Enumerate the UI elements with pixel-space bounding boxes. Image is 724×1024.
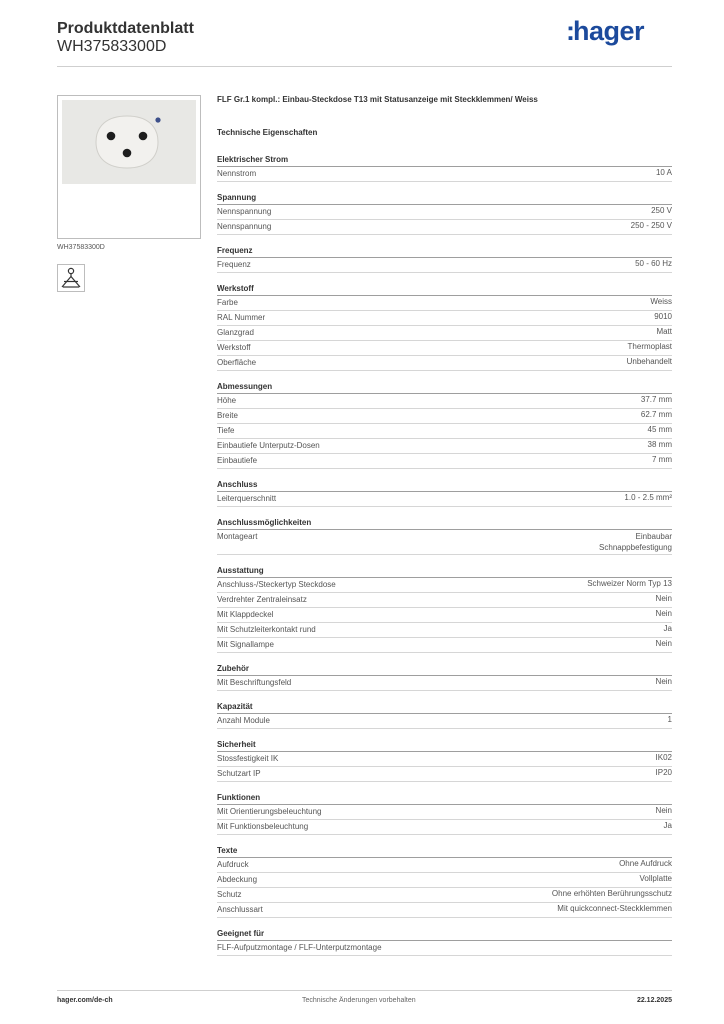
spec-value-line: 50 - 60 Hz xyxy=(635,259,672,268)
spec-value-line: 250 - 250 V xyxy=(630,221,672,230)
spec-section xyxy=(217,283,672,371)
spec-value xyxy=(654,311,672,325)
spec-label: Anschluss-/Steckertyp Steckdose xyxy=(217,580,336,589)
spec-label: Höhe xyxy=(217,396,237,405)
spec-label: Leiterquerschnitt xyxy=(217,494,277,503)
spec-row xyxy=(217,394,672,409)
spec-label: RAL Nummer xyxy=(217,313,266,322)
footer-date: 22.12.2025 xyxy=(636,997,672,1004)
spec-row xyxy=(217,296,672,311)
spec-section xyxy=(217,663,672,691)
spec-label: Mit Beschriftungsfeld xyxy=(217,678,292,687)
spec-section xyxy=(217,479,672,507)
section-title: Spannung xyxy=(217,192,672,205)
spec-row xyxy=(217,492,672,507)
spec-value-line: Nein xyxy=(655,806,672,815)
spec-value xyxy=(650,296,672,310)
spec-value-line: Einbaubar xyxy=(635,532,672,541)
spec-value-line: Ohne erhöhten Berührungsschutz xyxy=(551,889,672,898)
product-image xyxy=(57,95,201,239)
spec-row xyxy=(217,714,672,729)
spec-label: Werkstoff xyxy=(217,343,251,352)
spec-label: Aufdruck xyxy=(217,860,249,869)
spec-row xyxy=(217,530,672,555)
spec-value-line: 1.0 - 2.5 mm² xyxy=(624,493,672,502)
section-title: Kapazität xyxy=(217,701,672,714)
symbol-graphic xyxy=(58,265,84,291)
spec-value-line: Schweizer Norm Typ 13 xyxy=(587,579,672,588)
spec-label: Einbautiefe Unterputz-Dosen xyxy=(217,441,320,450)
spec-value-line: IP20 xyxy=(655,768,672,777)
spec-value xyxy=(557,903,672,917)
section-title: Sicherheit xyxy=(217,739,672,752)
spec-row xyxy=(217,220,672,235)
spec-value-line: Thermoplast xyxy=(627,342,672,351)
spec-row xyxy=(217,258,672,273)
spec-value xyxy=(648,439,672,453)
section-title: Zubehör xyxy=(217,663,672,676)
spec-label: Mit Funktionsbeleuchtung xyxy=(217,822,309,831)
spec-row xyxy=(217,888,672,903)
spec-value-line: Nein xyxy=(655,609,672,618)
section-title: Texte xyxy=(217,845,672,858)
spec-row xyxy=(217,205,672,220)
spec-value xyxy=(656,638,672,652)
spec-value xyxy=(635,258,672,272)
spec-label: Anschlussart xyxy=(217,905,263,914)
spec-label: Farbe xyxy=(217,298,238,307)
spec-value xyxy=(656,608,672,622)
spec-label: Montageart xyxy=(217,532,258,541)
logo-text: hager xyxy=(573,16,645,46)
technical-properties-heading: Technische Eigenschaften xyxy=(217,128,318,137)
spec-value-line: Ohne Aufdruck xyxy=(619,859,672,868)
spec-row xyxy=(217,676,672,691)
spec-label: Mit Orientierungsbeleuchtung xyxy=(217,807,322,816)
section-title: Werkstoff xyxy=(217,283,672,296)
spec-row xyxy=(217,623,672,638)
spec-label: Mit Signallampe xyxy=(217,640,274,649)
spec-value xyxy=(599,531,672,553)
spec-row xyxy=(217,903,672,918)
spec-value xyxy=(656,767,672,781)
spec-value-line: 250 V xyxy=(651,206,672,215)
spec-row xyxy=(217,858,672,873)
spec-label: Abdeckung xyxy=(217,875,258,884)
spec-section xyxy=(217,928,672,956)
spec-value-line: 45 mm xyxy=(647,425,672,434)
spec-value-line: Matt xyxy=(656,327,672,336)
spec-row xyxy=(217,608,672,623)
spec-section xyxy=(217,845,672,918)
spec-label: Verdrehter Zentraleinsatz xyxy=(217,595,307,604)
spec-value xyxy=(619,858,672,872)
spec-label: Breite xyxy=(217,411,238,420)
spec-value-line: 7 mm xyxy=(652,455,672,464)
spec-row xyxy=(217,752,672,767)
spec-value-line: 1 xyxy=(667,715,672,724)
spec-value-line: 37.7 mm xyxy=(640,395,672,404)
spec-label: Mit Klappdeckel xyxy=(217,610,274,619)
section-title: Geeignet für xyxy=(217,928,672,941)
section-title: Abmessungen xyxy=(217,381,672,394)
spec-value-line: 10 A xyxy=(655,168,672,177)
spec-label: Schutz xyxy=(217,890,242,899)
spec-value xyxy=(640,873,672,887)
spec-row xyxy=(217,578,672,593)
spec-value xyxy=(656,752,672,766)
spec-row xyxy=(217,424,672,439)
spec-label: Oberfläche xyxy=(217,358,257,367)
footer-website-link[interactable]: hager.com/de-ch xyxy=(57,997,113,1004)
spec-value xyxy=(641,409,672,423)
spec-value xyxy=(631,220,672,234)
spec-value-line: Nein xyxy=(655,594,672,603)
spec-row xyxy=(217,767,672,782)
header-divider xyxy=(57,66,672,67)
socket-illustration xyxy=(92,112,162,172)
spec-section xyxy=(217,245,672,273)
spec-row xyxy=(217,326,672,341)
spec-row xyxy=(217,356,672,371)
spec-section xyxy=(217,154,672,182)
spec-label: Frequenz xyxy=(217,260,251,269)
section-title: Funktionen xyxy=(217,792,672,805)
spec-row xyxy=(217,638,672,653)
spec-section xyxy=(217,565,672,653)
installation-symbol-icon xyxy=(57,264,85,292)
spec-value-line: Nein xyxy=(655,677,672,686)
spec-value xyxy=(656,167,672,181)
spec-value xyxy=(628,341,672,355)
spec-label: Schutzart IP xyxy=(217,769,261,778)
spec-value xyxy=(641,394,672,408)
spec-value xyxy=(664,623,672,637)
spec-value-line: 9010 xyxy=(654,312,672,321)
spec-label: Tiefe xyxy=(217,426,235,435)
spec-value xyxy=(651,205,672,219)
spec-value xyxy=(552,888,672,902)
spec-value xyxy=(652,454,672,468)
spec-row xyxy=(217,941,672,956)
spec-section xyxy=(217,701,672,729)
spec-value-line: Ja xyxy=(663,821,672,830)
spec-label: Mit Schutzleiterkontakt rund xyxy=(217,625,316,634)
spec-section xyxy=(217,381,672,469)
spec-label: Nennstrom xyxy=(217,169,257,178)
hager-logo[interactable]: :hager xyxy=(566,16,645,46)
product-code: WH37583300D xyxy=(57,38,167,55)
spec-value-line: Ja xyxy=(663,624,672,633)
spec-row xyxy=(217,439,672,454)
spec-value xyxy=(656,593,672,607)
spec-value-line: Weiss xyxy=(650,297,672,306)
spec-value xyxy=(624,492,672,506)
spec-value xyxy=(627,356,672,370)
spec-label: Nennspannung xyxy=(217,207,272,216)
spec-value-line: IK02 xyxy=(655,753,672,762)
spec-row xyxy=(217,454,672,469)
spec-row xyxy=(217,820,672,835)
section-title: Frequenz xyxy=(217,245,672,258)
main-content xyxy=(217,95,672,956)
spec-value xyxy=(648,424,672,438)
spec-label: Anzahl Module xyxy=(217,716,270,725)
spec-row xyxy=(217,873,672,888)
spec-value-line: 62.7 mm xyxy=(640,410,672,419)
spec-section xyxy=(217,792,672,835)
product-title: FLF Gr.1 kompl.: Einbau-Steckdose T13 mit Statusanzeige mit Steckklemmen/ Weiss xyxy=(217,95,538,104)
spec-value xyxy=(668,714,672,728)
spec-value-line: Schnappbefestigung xyxy=(599,543,672,552)
product-photo xyxy=(62,100,196,184)
document-title: Produktdatenblatt xyxy=(57,20,194,37)
footer-note: Technische Änderungen vorbehalten xyxy=(302,997,416,1004)
spec-value xyxy=(656,326,672,340)
spec-value xyxy=(656,676,672,690)
section-title: Anschlussmöglichkeiten xyxy=(217,517,672,530)
spec-label: Stossfestigkeit IK xyxy=(217,754,279,763)
spec-row xyxy=(217,311,672,326)
spec-value-line: Vollplatte xyxy=(639,874,672,883)
spec-row xyxy=(217,341,672,356)
spec-value-line: Nein xyxy=(655,639,672,648)
spec-label: Einbautiefe xyxy=(217,456,258,465)
spec-section xyxy=(217,517,672,555)
section-title: Anschluss xyxy=(217,479,672,492)
spec-row xyxy=(217,409,672,424)
spec-value-line: Unbehandelt xyxy=(626,357,672,366)
spec-section xyxy=(217,192,672,235)
spec-value-line: Mit quickconnect-Steckklemmen xyxy=(557,904,672,913)
section-title: Ausstattung xyxy=(217,565,672,578)
spec-sections xyxy=(217,154,672,956)
spec-value xyxy=(656,805,672,819)
spec-value xyxy=(664,820,672,834)
footer-divider xyxy=(57,990,672,991)
spec-label: FLF-Aufputzmontage / FLF-Unterputzmontage xyxy=(217,943,382,952)
spec-row xyxy=(217,805,672,820)
image-caption: WH37583300D xyxy=(57,244,105,251)
spec-section xyxy=(217,739,672,782)
spec-value xyxy=(587,578,672,592)
spec-label: Glanzgrad xyxy=(217,328,254,337)
spec-label: Nennspannung xyxy=(217,222,272,231)
spec-value-line: 38 mm xyxy=(647,440,672,449)
spec-row xyxy=(217,167,672,182)
spec-row xyxy=(217,593,672,608)
section-title: Elektrischer Strom xyxy=(217,154,672,167)
